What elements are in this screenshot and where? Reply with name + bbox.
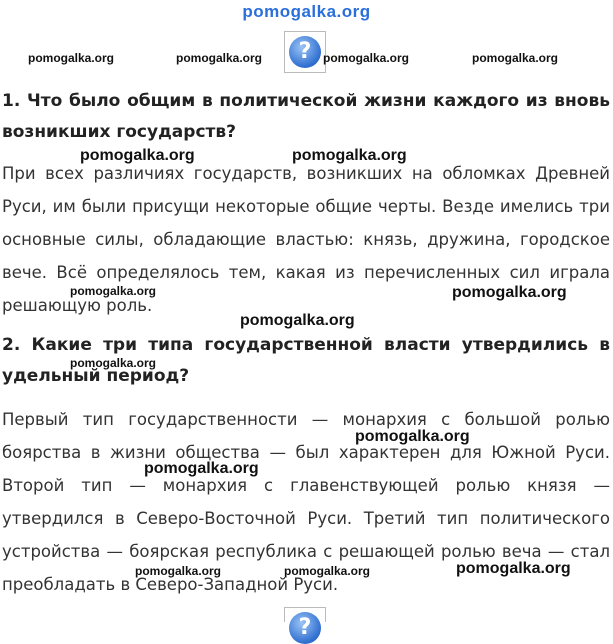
site-title[interactable]: pomogalka.org bbox=[242, 2, 371, 21]
watermark: pomogalka.org bbox=[70, 356, 157, 370]
question-1-answer: При всех различиях государств, возникших на обломках Древней Руси, им были присущи некоторые общие черты. Везде имелись три основные силы, обладающие властью: князь, дружина, городское вече. Всё определялось тем, какая из перечисленных сил играла решающую роль. bbox=[2, 164, 610, 315]
watermark: pomogalka.org bbox=[284, 564, 371, 578]
question-1-title: 1. Что было общим в политической жизни каждого из вновь возникших государств? bbox=[2, 91, 610, 142]
watermark: pomogalka.org bbox=[292, 147, 407, 164]
help-icon-button-bottom[interactable] bbox=[284, 607, 326, 640]
watermark: pomogalka.org bbox=[240, 312, 355, 329]
watermark: pomogalka.org bbox=[144, 460, 259, 477]
watermark: pomogalka.org bbox=[28, 51, 115, 65]
watermark: pomogalka.org bbox=[456, 560, 571, 577]
watermark: pomogalka.org bbox=[80, 147, 195, 164]
watermark: pomogalka.org bbox=[472, 51, 559, 65]
help-icon-button[interactable] bbox=[284, 31, 326, 73]
question-mark-icon: ? bbox=[289, 36, 321, 68]
watermark: pomogalka.org bbox=[70, 284, 157, 298]
question-2-answer: Первый тип государственности — монархия с большой ролью боярства в жизни общества — был характерен для Южной Руси. Второй тип — монархия с главенствующей ролью князя — утвердился в Северо-Восточной Руси. Третий тип политического устройства — боярская республика с решающей ролью веча — стал преобладать в Северо-Западной Руси. bbox=[2, 410, 610, 594]
watermark: pomogalka.org bbox=[176, 51, 263, 65]
question-2-title: 2. Какие три типа государственной власти утвердились в удельный период? bbox=[2, 335, 610, 386]
watermark: pomogalka.org bbox=[355, 428, 470, 445]
question-mark-icon: ? bbox=[289, 612, 321, 644]
watermark: pomogalka.org bbox=[452, 284, 567, 301]
watermark: pomogalka.org bbox=[135, 564, 222, 578]
watermark: pomogalka.org bbox=[323, 51, 410, 65]
